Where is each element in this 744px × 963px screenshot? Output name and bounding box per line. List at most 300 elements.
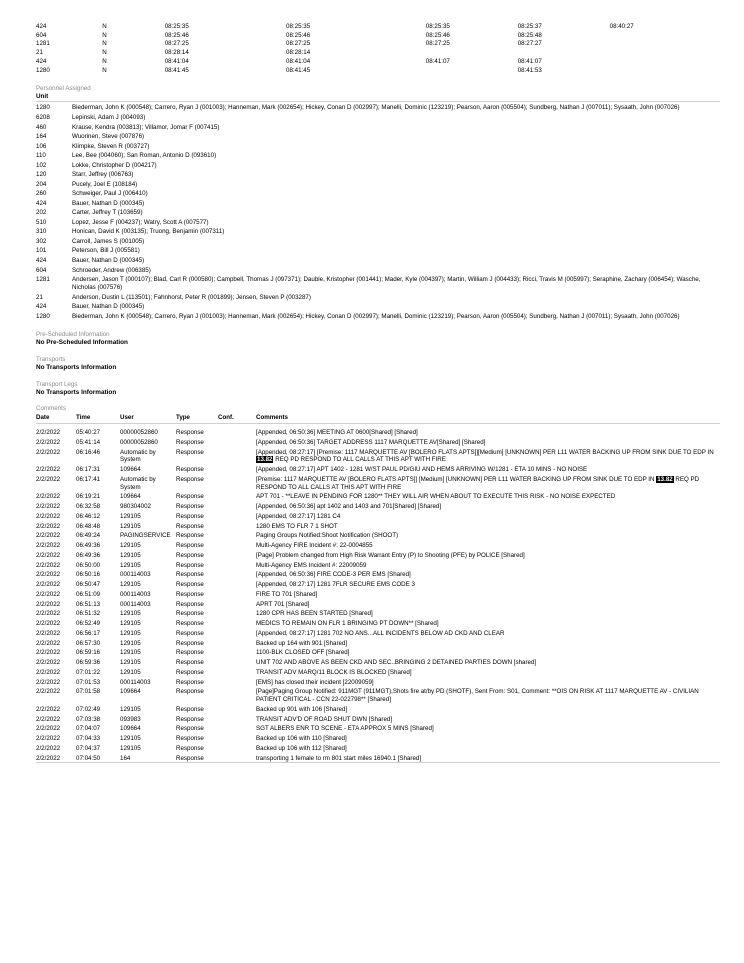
comment-conf: [218, 580, 256, 590]
comment-date: 2/2/2022: [36, 639, 61, 647]
table-row: [36, 678, 720, 688]
personnel-names: Biederman, John K (000548); Carrero, Ryan J (001003); Hanneman, Mark (002654); Hickey, Conan D (002997); Manelli, Dominic (123219); Pearson, Aaron (005504); Sundberg, Nathan J (007011); Sysaath, John (007026): [72, 312, 680, 320]
personnel-column-header: [36, 93, 720, 100]
time-closed: [610, 66, 720, 75]
personnel-unit: 424: [36, 199, 47, 207]
table-row: [36, 237, 720, 247]
table-row: [36, 302, 720, 312]
time-closed: [610, 57, 720, 66]
comment-time: 06:51:13: [76, 600, 101, 608]
comment-conf: [218, 668, 256, 678]
table-row: [36, 180, 720, 190]
table-row: [36, 705, 720, 715]
comment-conf: [218, 551, 256, 561]
comment-user: 129105: [120, 542, 141, 550]
comment-time: 06:52:49: [76, 620, 101, 628]
unit-number: 424: [36, 58, 47, 66]
personnel-unit: 110: [36, 152, 46, 160]
table-row: [36, 668, 720, 678]
comment-text-segment: REQ PD RESPOND TO ALL CALLS AT THIS APT WITH FIRE: [273, 456, 446, 464]
comment-conf: [218, 502, 256, 512]
comment-type: Response: [176, 522, 204, 530]
time-cleared: 08:41:07: [517, 58, 542, 66]
comment-user: 129105: [120, 551, 141, 559]
table-row: [36, 209, 720, 219]
comment-text: Backed up 106 with 110 [Shared]: [256, 735, 347, 743]
comment-time: 06:49:24: [76, 532, 101, 540]
comment-text: [Appended, 06:50:36] TARGET ADDRESS 1117 MARQUETTE AV[Shared] [Shared]: [256, 438, 486, 446]
comment-conf: [218, 465, 256, 475]
comment-conf: [218, 687, 256, 705]
personnel-divider: [36, 101, 720, 102]
comment-text: TRANSIT ADV MARQ/11 BLOCK IS BLOCKED [Shared]: [256, 668, 412, 676]
comment-type: Response: [176, 715, 204, 723]
comment-time: 06:51:32: [76, 610, 101, 618]
personnel-unit: 1281: [36, 276, 50, 284]
comment-time: 06:49:36: [76, 542, 101, 550]
comment-conf: [218, 475, 256, 493]
time-dispatched: 08:41:45: [164, 66, 189, 74]
comment-conf: [218, 734, 256, 744]
comment-conf: [218, 448, 256, 466]
table-row: [36, 57, 720, 66]
personnel-names: Klimpke, Steven R (003727): [72, 142, 150, 150]
table-row: [36, 293, 720, 303]
comment-time: 06:59:36: [76, 659, 101, 667]
time-closed: [610, 48, 720, 57]
comment-time: 07:04:37: [76, 744, 101, 752]
comment-text: APRT 701 [Shared]: [256, 600, 310, 608]
comment-text: [256, 448, 720, 466]
comment-text: 1100-BLK CLOSED OFF [Shared]: [256, 649, 350, 657]
table-row: [36, 66, 720, 75]
table-row: [36, 113, 720, 123]
comment-user: Automatic by System: [120, 475, 156, 491]
comment-text: TRANSIT ADV'D OF ROAD SHUT DWN [Shared]: [256, 715, 393, 723]
comment-time: 06:16:46: [76, 448, 101, 456]
comment-type: Response: [176, 639, 204, 647]
unit-times-table: [36, 22, 720, 75]
comments-section-label: Comments: [36, 405, 66, 413]
comments-divider: [36, 762, 720, 763]
comment-conf: [218, 629, 256, 639]
table-row: [36, 629, 720, 639]
comment-type: Response: [176, 493, 204, 501]
time-dispatched: 08:41:04: [164, 58, 189, 66]
comment-conf: [218, 531, 256, 541]
comment-type: Response: [176, 438, 204, 446]
table-row: [36, 199, 720, 209]
comments-header-row: [36, 413, 720, 423]
table-row: [36, 266, 720, 276]
comment-user: 000114003: [120, 600, 151, 608]
comment-user: 000114003: [120, 590, 151, 598]
time-enroute: 08:28:14: [286, 49, 311, 57]
comment-conf: [218, 658, 256, 668]
comment-conf: [218, 590, 256, 600]
personnel-unit: 310: [36, 228, 47, 236]
comment-text: [Appended, 06:50:36] MEETING AT 0600[Shared] [Shared]: [256, 429, 418, 437]
table-row: [36, 228, 720, 238]
comment-conf: [218, 570, 256, 580]
comment-user: 129105: [120, 744, 141, 752]
table-row: [36, 715, 720, 725]
comment-time: 07:04:07: [76, 725, 101, 733]
personnel-names: Peterson, Bill J (005581): [72, 247, 140, 255]
table-row: [36, 247, 720, 257]
comment-date: 2/2/2022: [36, 735, 61, 743]
transports-section-label: Transports: [36, 356, 66, 364]
time-arrived: 08:25:35: [425, 22, 450, 30]
comment-conf: [218, 715, 256, 725]
comment-text-segment: [Medium] [UNKNOWN] PER L11 WATER BACKING UP FROM SINK DUE TO EDP IN: [478, 448, 714, 456]
redaction-highlight: 13.82: [257, 456, 273, 464]
table-row: [36, 465, 720, 475]
comment-date: 2/2/2022: [36, 542, 61, 550]
comment-text: Multi-Agency FIRE Incident #: 22-0004855: [256, 542, 373, 550]
prescheduled-section-label: Pre-Scheduled Information: [36, 331, 110, 339]
comment-time: 06:32:58: [76, 503, 101, 511]
comment-date: 2/2/2022: [36, 429, 61, 437]
personnel-names: Pucely, Joel E (108184): [72, 180, 138, 188]
table-row: [36, 189, 720, 199]
personnel-unit: 101: [36, 247, 47, 255]
time-dispatched: 08:25:46: [164, 31, 189, 39]
table-row: [36, 170, 720, 180]
time-cleared: 08:41:53: [517, 66, 542, 74]
personnel-unit: 202: [36, 209, 47, 217]
comment-date: 2/2/2022: [36, 466, 61, 474]
comment-type: Response: [176, 620, 204, 628]
table-row: [36, 619, 720, 629]
comment-type: Response: [176, 475, 204, 483]
comment-type: Response: [176, 725, 204, 733]
unit-status: N: [102, 22, 107, 30]
comments-table: [36, 413, 720, 763]
personnel-unit: 164: [36, 133, 47, 141]
time-enroute: 08:41:45: [286, 66, 311, 74]
table-row: [36, 151, 720, 161]
table-row: [36, 600, 720, 610]
table-row: [36, 438, 720, 448]
comment-date: 2/2/2022: [36, 551, 61, 559]
comment-date: 2/2/2022: [36, 438, 61, 446]
personnel-unit: 6208: [36, 114, 50, 122]
comment-conf: [218, 600, 256, 610]
comment-user: 129105: [120, 668, 141, 676]
comment-text: MEDICS TO REMAIN ON FLR 1 BRINGING PT DOWN** [Shared]: [256, 620, 439, 628]
comment-text: 1280 EMS TO FLR 7 1 SHOT: [256, 522, 338, 530]
comment-type: Response: [176, 466, 204, 474]
comment-date: 2/2/2022: [36, 688, 61, 696]
personnel-unit: 21: [36, 293, 43, 301]
table-row: [36, 551, 720, 561]
personnel-unit: 102: [36, 161, 47, 169]
comment-time: 06:59:16: [76, 649, 101, 657]
table-row: [36, 502, 720, 512]
comment-date: 2/2/2022: [36, 448, 61, 456]
time-enroute: 08:25:35: [286, 22, 311, 30]
table-row: [36, 40, 720, 49]
comment-user: 129105: [120, 522, 141, 530]
comment-date: 2/2/2022: [36, 705, 61, 713]
unit-status: N: [102, 58, 107, 66]
table-row: [36, 512, 720, 522]
table-row: [36, 448, 720, 466]
comment-type: Response: [176, 429, 204, 437]
time-arrived: [426, 48, 518, 57]
time-enroute: 08:25:46: [286, 31, 311, 39]
col-conf: Conf.: [218, 414, 234, 422]
comment-time: 06:48:48: [76, 522, 101, 530]
personnel-unit: 604: [36, 266, 47, 274]
comment-text-segment: REQ PD RESPOND TO ALL CALLS AT THIS APT WITH FIRE: [256, 475, 700, 491]
time-dispatched: 08:25:35: [164, 22, 189, 30]
table-row: [36, 590, 720, 600]
table-row: [36, 541, 720, 551]
comment-conf: [218, 619, 256, 629]
comment-user: 109664: [120, 466, 141, 474]
personnel-unit: 302: [36, 237, 47, 245]
comment-date: 2/2/2022: [36, 620, 61, 628]
comment-date: 2/2/2022: [36, 678, 61, 686]
comment-type: Response: [176, 649, 204, 657]
comment-date: 2/2/2022: [36, 571, 61, 579]
table-row: [36, 312, 720, 322]
unit-status: N: [102, 31, 107, 39]
comment-user: PAGINGSERVICE: [120, 532, 171, 540]
comment-user: 129105: [120, 659, 141, 667]
comment-conf: [218, 522, 256, 532]
comment-conf: [218, 678, 256, 688]
personnel-unit: 106: [36, 142, 47, 150]
comment-text: [Appended, 08:27:17] 1281 C4: [256, 512, 341, 520]
comment-time: 07:04:50: [76, 754, 101, 762]
comment-user: 129105: [120, 561, 141, 569]
personnel-unit: 424: [36, 303, 47, 311]
table-row: [36, 22, 720, 31]
comment-time: 06:49:36: [76, 551, 101, 559]
comment-date: 2/2/2022: [36, 503, 61, 511]
comment-type: Response: [176, 705, 204, 713]
comment-time: 07:04:33: [76, 735, 101, 743]
unit-status: N: [102, 66, 107, 74]
personnel-col-unit: Unit: [36, 92, 49, 100]
comment-user: 109664: [120, 725, 141, 733]
comment-user: 109664: [120, 493, 141, 501]
unit-status: N: [102, 40, 107, 48]
comment-conf: [218, 705, 256, 715]
comment-type: Response: [176, 590, 204, 598]
comment-time: 05:40:27: [76, 429, 101, 437]
comment-type: Response: [176, 659, 204, 667]
personnel-names: Honican, David K (003135); Truong, Benjamin (007311): [72, 228, 225, 236]
personnel-names: Schroeder, Andrew (006385): [72, 266, 151, 274]
table-row: [36, 256, 720, 266]
personnel-names: Starr, Jeffrey (006763): [72, 171, 134, 179]
comment-date: 2/2/2022: [36, 590, 61, 598]
time-arrived: 08:27:25: [425, 40, 450, 48]
comment-text: FIRE TO 701 [Shared]: [256, 590, 318, 598]
time-enroute: 08:27:25: [286, 40, 311, 48]
comment-user: 093983: [120, 715, 141, 723]
comment-user: 109664: [120, 688, 141, 696]
comment-conf: [218, 648, 256, 658]
personnel-names: Anderson, Dustin L (113501); Fahnhorst, Peter R (001899); Jensen, Steven P (003287): [72, 293, 311, 301]
table-row: [36, 475, 720, 493]
comment-user: 000114003: [120, 571, 151, 579]
comment-type: Response: [176, 735, 204, 743]
personnel-table: [36, 104, 720, 322]
comment-user: 980304002: [120, 503, 151, 511]
personnel-unit: 120: [36, 171, 47, 179]
comment-user: 129105: [120, 512, 141, 520]
personnel-section-label: Personnel Assigned: [36, 84, 91, 92]
table-row: [36, 522, 720, 532]
table-row: [36, 724, 720, 734]
personnel-unit: 424: [36, 256, 47, 264]
time-closed: 08:40:27: [609, 22, 634, 30]
comment-type: Response: [176, 629, 204, 637]
personnel-names: Lepinski, Adam J (004093): [72, 114, 146, 122]
comment-date: 2/2/2022: [36, 610, 61, 618]
comment-date: 2/2/2022: [36, 715, 61, 723]
personnel-names: Carter, Jeffrey T (103659): [72, 209, 143, 217]
comment-text: SGT ALBERS ENR TO SCENE - ETA APPROX 5 MINS [Shared]: [256, 725, 434, 733]
comment-text: [Appended, 08:27:17] APT 1402 - 1281 W/ST PAUL PD/GIU AND HEMS ARRIVING W/1281 - ETA 10 MINS - NO NOISE: [256, 466, 588, 474]
comment-type: Response: [176, 532, 204, 540]
comment-text: Backed up 901 with 106 [Shared]: [256, 705, 348, 713]
comment-conf: [218, 541, 256, 551]
comment-text: [Page]Paging Group Notified: 911MGT (911MGT),Shots fire at/by PD (SHOTF), Sent From: S01, Comment: **OIS ON RISK AT 1117 MARQUETTE AV - CIVILIAN PATIENT CRITICAL - CCN 22-022798** [Shared]: [256, 688, 699, 704]
comment-text: [Appended, 08:27:17] 1281 702 NO ANS...ALL INCIDENTS BELOW AD CKD AND CLEAR: [256, 629, 505, 637]
personnel-names: Lokke, Christopher D (004217): [72, 161, 157, 169]
comment-time: 07:03:38: [76, 715, 101, 723]
transport-legs-section-label: Transport Legs: [36, 381, 78, 389]
table-row: [36, 734, 720, 744]
comment-conf: [218, 609, 256, 619]
comment-type: Response: [176, 542, 204, 550]
comment-user: 129105: [120, 620, 141, 628]
comment-text: [Appended, 06:50:36] FIRE CODE-3 PER EMS [Shared]: [256, 571, 411, 579]
comment-type: Response: [176, 571, 204, 579]
comment-type: Response: [176, 561, 204, 569]
personnel-names: Wuorinen, Steve (007876): [72, 133, 145, 141]
comment-user: 00000052860: [120, 438, 158, 446]
redaction-highlight: 13.82: [657, 475, 673, 483]
table-row: [36, 531, 720, 541]
comment-time: 07:01:58: [76, 688, 101, 696]
personnel-names: Andersen, Jason T (000107); Blad, Carl R (000580); Campbell, Thomas J (097371); Dauble, Kristopher (001441); Mader, Kyle (004397); Martin, William J (004433); Ricci, Travis M (005997); Seraphine, Zachary (006454); Wasche, Nicholas (007576): [72, 276, 701, 291]
comment-conf: [218, 744, 256, 754]
comment-time: 07:02:49: [76, 705, 101, 713]
table-row: [36, 275, 720, 292]
comment-text: [Page] Problem changed from High Risk Warrant Entry (P) to Shooting (PFE) by POLICE [Shared]: [256, 551, 525, 559]
comment-type: Response: [176, 581, 204, 589]
personnel-unit: 260: [36, 190, 47, 198]
col-time: Time: [76, 414, 91, 422]
time-cleared: 08:25:48: [517, 31, 542, 39]
comment-type: Response: [176, 551, 204, 559]
comment-text-segment: [Premise: 1117 MARQUETTE AV [BOLERO FLATS APTS]] [Medium] [UNKNOWN] PER L11 WATER BACKING UP FROM SINK DUE TO EDP IN: [256, 475, 657, 483]
time-dispatched: 08:28:14: [164, 49, 189, 57]
personnel-unit: 1280: [36, 312, 50, 320]
comment-user: 129105: [120, 735, 141, 743]
personnel-names: Bauer, Nathan D (000345): [72, 199, 145, 207]
unit-number: 21: [36, 49, 43, 57]
time-cleared: [518, 48, 610, 57]
unit-status: N: [102, 49, 107, 57]
table-row: [36, 570, 720, 580]
table-row: [36, 492, 720, 502]
col-type: Type: [176, 414, 190, 422]
comment-type: Response: [176, 744, 204, 752]
personnel-names: Lopez, Jesse F (004237); Watry, Scott A (007577): [72, 218, 209, 226]
comment-text-segment: [Appended, 08:27:17] [Premise: 1117 MARQUETTE AV [BOLERO FLATS APTS]]: [256, 448, 479, 456]
personnel-names: Bauer, Nathan D (000345): [72, 256, 145, 264]
comment-time: 06:50:00: [76, 561, 101, 569]
comment-user: 129105: [120, 705, 141, 713]
time-closed: [610, 31, 720, 40]
comment-user: 00000052860: [120, 429, 158, 437]
table-row: [36, 31, 720, 40]
comment-time: 06:17:41: [76, 475, 101, 483]
comment-date: 2/2/2022: [36, 475, 61, 483]
table-row: [36, 561, 720, 571]
comment-date: 2/2/2022: [36, 668, 61, 676]
table-row: [36, 132, 720, 142]
comment-type: Response: [176, 503, 204, 511]
comment-type: Response: [176, 688, 204, 696]
comment-date: 2/2/2022: [36, 581, 61, 589]
comment-user: 129105: [120, 610, 141, 618]
comment-text: [EMS] has closed their incident [22009059]: [256, 678, 374, 686]
comment-conf: [218, 639, 256, 649]
comment-time: 06:51:09: [76, 590, 101, 598]
table-row: [36, 428, 720, 438]
comment-date: 2/2/2022: [36, 754, 61, 762]
comment-date: 2/2/2022: [36, 532, 61, 540]
table-row: [36, 161, 720, 171]
comment-time: 06:19:21: [76, 493, 101, 501]
comment-type: Response: [176, 600, 204, 608]
col-user: User: [120, 414, 134, 422]
comment-type: Response: [176, 512, 204, 520]
comment-time: 06:56:17: [76, 629, 101, 637]
comment-date: 2/2/2022: [36, 649, 61, 657]
comment-user: Automatic by System: [120, 448, 156, 464]
comment-user: 000114003: [120, 678, 151, 686]
comment-conf: [218, 492, 256, 502]
unit-number: 1281: [36, 40, 50, 48]
comment-user: 129105: [120, 649, 141, 657]
comment-conf: [218, 724, 256, 734]
comment-conf: [218, 428, 256, 438]
comment-time: 07:01:53: [76, 678, 101, 686]
comment-type: Response: [176, 678, 204, 686]
table-row: [36, 104, 720, 114]
personnel-names: Biederman, John K (000548); Carrero, Ryan J (001003); Hanneman, Mark (002654); Hickey, Conan D (002997); Manelli, Dominic (123219); Pearson, Aaron (005504); Sundberg, Nathan J (007011); Sysaath, John (007026): [72, 104, 680, 112]
time-cleared: 08:25:37: [517, 22, 542, 30]
comment-text: [Appended, 08:27:17] 1281 7FLR SECURE EMS CODE 3: [256, 581, 415, 589]
personnel-unit: 460: [36, 123, 47, 131]
table-row: [36, 142, 720, 152]
comment-date: 2/2/2022: [36, 629, 61, 637]
comment-user: 129105: [120, 629, 141, 637]
comment-date: 2/2/2022: [36, 659, 61, 667]
comment-text: [256, 475, 720, 493]
comment-time: 07:01:22: [76, 668, 101, 676]
